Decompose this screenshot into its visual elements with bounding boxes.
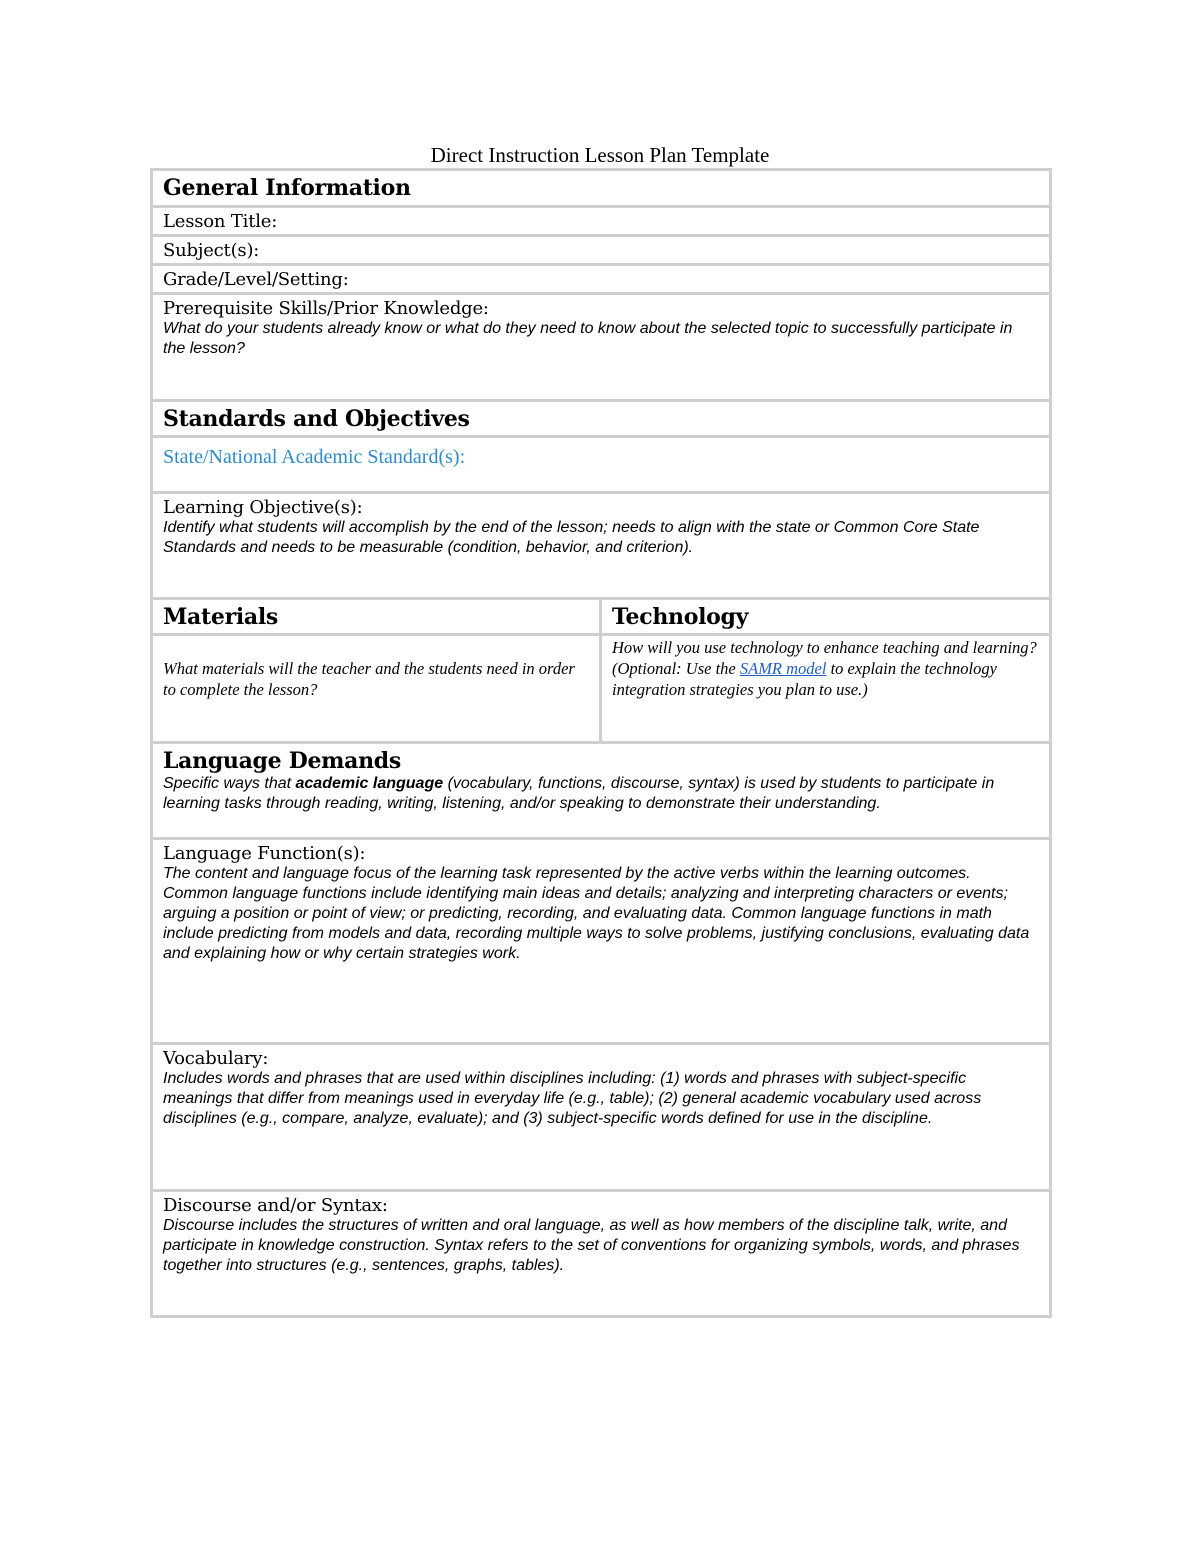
prerequisite-skills-field[interactable] bbox=[153, 295, 1049, 402]
language-demands-help bbox=[163, 774, 1039, 814]
academic-standard-field[interactable] bbox=[153, 438, 1049, 494]
subjects-label: Subject(s): bbox=[163, 240, 260, 261]
materials-help: What materials will the teacher and the students need in order to complete the lesson? bbox=[163, 659, 575, 699]
vocabulary-label: Vocabulary: bbox=[163, 1048, 269, 1069]
materials-technology-body bbox=[153, 636, 1049, 744]
learning-objectives-help: Identify what students will accomplish by the end of the lesson; needs to align with the state or Common Core State Standards and needs to be measurable (condition, behavior, and criterion). bbox=[163, 519, 980, 556]
general-information-header bbox=[153, 171, 1049, 208]
lesson-title-label: Lesson Title: bbox=[163, 211, 278, 232]
technology-header-cell bbox=[602, 600, 1049, 633]
standards-objectives-header bbox=[153, 402, 1049, 438]
materials-header-cell bbox=[153, 600, 602, 633]
materials-field[interactable] bbox=[153, 636, 602, 741]
learning-objectives-field[interactable] bbox=[153, 494, 1049, 600]
discourse-syntax-field[interactable] bbox=[153, 1192, 1049, 1315]
general-information-heading: General Information bbox=[163, 175, 411, 201]
technology-heading: Technology bbox=[612, 604, 749, 630]
subjects-field[interactable] bbox=[153, 237, 1049, 266]
language-demands-help-before: Specific ways that bbox=[163, 775, 296, 792]
language-functions-field[interactable] bbox=[153, 840, 1049, 1045]
discourse-syntax-label: Discourse and/or Syntax: bbox=[163, 1195, 388, 1216]
language-demands-section bbox=[153, 744, 1049, 840]
technology-help-before: How will you use technology to enhance teaching and learning? (Optional: Use the bbox=[612, 638, 1037, 678]
document-title: Direct Instruction Lesson Plan Template bbox=[430, 143, 770, 167]
materials-technology-header bbox=[153, 600, 1049, 636]
lesson-title-field[interactable] bbox=[153, 208, 1049, 237]
discourse-syntax-help: Discourse includes the structures of written and oral language, as well as how members of the discipline talk, write, and participate in knowledge construction. Syntax refers to the set of conventions for organizing symbols, words, and phrases together into structures (e.g., sentences, graphs, tables). bbox=[163, 1217, 1020, 1274]
grade-level-setting-label: Grade/Level/Setting: bbox=[163, 269, 349, 290]
academic-standard-label: State/National Academic Standard(s): bbox=[163, 446, 466, 468]
language-functions-label: Language Function(s): bbox=[163, 843, 366, 864]
standards-objectives-heading: Standards and Objectives bbox=[163, 406, 470, 432]
vocabulary-help: Includes words and phrases that are used within disciplines including: (1) words and phrases with subject-specific meanings that differ from meanings used in everyday life (e.g., table); (2) general academic vocabulary used across disciplines (e.g., compare, analyze, evaluate); and (3) subject-specific words defined for use in the discipline. bbox=[163, 1070, 982, 1127]
language-demands-help-after: (vocabulary, functions, discourse, syntax) is used by students to participate in learning tasks through reading, writing, listening, and/or speaking to demonstrate their understanding. bbox=[163, 775, 995, 812]
technology-help bbox=[612, 637, 1039, 700]
samr-model-link[interactable]: SAMR model bbox=[739, 659, 827, 678]
academic-language-term: academic language bbox=[295, 775, 444, 792]
technology-help-after: to explain the technology integration strategies you plan to use.) bbox=[612, 659, 997, 699]
technology-field[interactable] bbox=[602, 636, 1049, 741]
vocabulary-field[interactable] bbox=[153, 1045, 1049, 1192]
grade-level-setting-field[interactable] bbox=[153, 266, 1049, 295]
language-functions-help: The content and language focus of the learning task represented by the active verbs within the learning outcomes. Common language functions include identifying main ideas and details; analyzing and interpreting characters or events; arguing a position or point of view; or predicting, recording, and evaluating data. Common language functions in math include predicting from models and data, recording multiple ways to solve problems, justifying conclusions, evaluating data and explaining how or why certain strategies work. bbox=[163, 865, 1030, 962]
lesson-plan-table bbox=[150, 168, 1052, 1318]
learning-objectives-label: Learning Objective(s): bbox=[163, 497, 363, 518]
language-demands-heading: Language Demands bbox=[163, 748, 401, 774]
prerequisite-skills-label: Prerequisite Skills/Prior Knowledge: bbox=[163, 298, 489, 319]
materials-heading: Materials bbox=[163, 604, 279, 630]
prerequisite-skills-help: What do your students already know or what do they need to know about the selected topic to successfully participate in the lesson? bbox=[163, 320, 1013, 357]
